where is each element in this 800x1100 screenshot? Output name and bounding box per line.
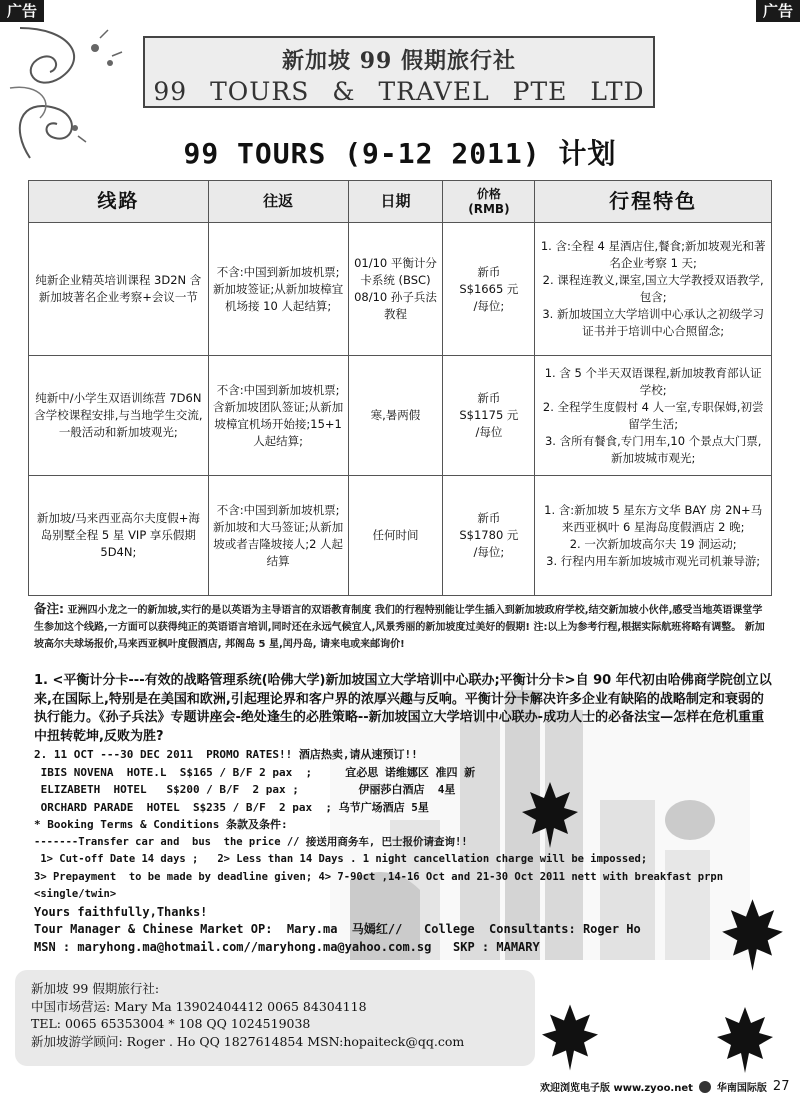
single-twin-line: <single/twin>	[34, 888, 117, 901]
maple-leaf-icon	[720, 895, 785, 975]
header-price	[443, 181, 535, 223]
header-price-unit: (RMB)	[468, 201, 510, 216]
header-features: 行程特色	[535, 181, 772, 223]
contact-consultant: 新加坡游学顾问: Roger . Ho QQ 1827614854 MSN:hopaiteck@qq.com	[31, 1033, 465, 1049]
price-currency: 新币	[477, 391, 501, 405]
price-per: /每位	[475, 425, 503, 439]
transfer-line: -------Transfer car and bus the price // 接送用商务车, 巴士报价请查询!!	[34, 835, 468, 848]
transport-cell: 不含:中国到新加坡机票;新加坡和大马签证;从新加坡或者吉隆坡接人;2 人起结算	[208, 476, 348, 596]
contact-tel: TEL: 0065 65353004 * 108 QQ 1024519038	[31, 1016, 311, 1031]
price-per: /每位;	[473, 545, 505, 559]
table-header-row	[29, 181, 772, 223]
hotel-rate-line: ELIZABETH HOTEL S$200 / B/F 2 pax ; 伊丽莎白酒店 4星	[34, 783, 456, 797]
price-per: /每位;	[473, 298, 505, 313]
promo-line: 2. 11 OCT ---30 DEC 2011 PROMO RATES!! 酒店热卖,请从速预订!!	[34, 748, 418, 762]
course-paragraph: 1. <平衡计分卡---有效的战略管理系统(哈佛大学)新加坡国立大学培训中心联办;平衡计分卡>自 90 年代初由哈佛商学院创立以来,在国际上,特别是在美国和欧洲,引起理论界和客户界的浓厚兴趣与反响。平衡计分卡解决许多企业有缺陷的战略制定和衰弱的执行能力。《孙子兵法》专题讲座会-绝处逢生的必胜策略--新加坡国立大学培训中心联办-成功人士的必备法宝—怎样在危机重重中扭转乾坤,反败为胜?	[34, 673, 772, 744]
plan-title: 99 TOURS (9-12 2011) 计划	[183, 137, 617, 170]
price-amount: S$1780 元	[459, 528, 519, 542]
header-route: 线路	[29, 181, 209, 223]
page-footer	[540, 1079, 790, 1094]
main-content	[34, 672, 774, 956]
price-amount: S$1175 元	[459, 408, 519, 422]
price-cell	[443, 476, 535, 596]
maple-leaf-icon	[540, 1000, 600, 1075]
footer-edition: 华南国际版	[716, 1083, 767, 1094]
features-cell: 1. 含:全程 4 星酒店住,餐食;新加坡观光和著名企业考察 1 天; 2. 课程连教义,课室,国立大学教授双语教学,包含; 3. 新加坡国立大学培训中心承认之初级学习证书并于培训中心合照留念;	[535, 223, 772, 356]
price-cell	[443, 223, 535, 356]
table-row	[29, 476, 772, 596]
date-cell: 寒,暑两假	[348, 356, 443, 476]
sign-off: Yours faithfully,Thanks!	[34, 904, 208, 919]
date-cell: 01/10 平衡计分卡系统 (BSC) 08/10 孙子兵法教程	[348, 223, 443, 356]
ad-label-left: 广告	[0, 0, 44, 22]
header-date: 日期	[348, 181, 443, 223]
header-price-label: 价格	[476, 186, 501, 201]
date-cell: 任何时间	[348, 476, 443, 596]
remarks-text: 亚洲四小龙之一的新加坡,实行的是以英语为主导语言的双语教育制度 我们的行程特别能让学生插入到新加坡政府学校,结交新加坡小伙伴,感受当地英语课堂学生参加这个线路,一方面可以获得纯正的英语语言培训,同时还在永远气候宜人,风景秀丽的新加坡度过美好的假期! 注:以上为参考行程,根据实际航班将略有调整。 新加坡高尔夫球场报价,马来西亚枫叶度假酒店, 邦阁岛 5 星,闰丹岛, 请来电或来邮询价!	[34, 605, 765, 650]
cutoff-line: 1> Cut-off Date 14 days ; 2> Less than 14 Days . 1 night cancellation charge will be impossed;	[34, 853, 648, 866]
transport-cell: 不含:中国到新加坡机票;含新加坡团队签证;从新加坡樟宜机场开始接;15+1 人起结算;	[208, 356, 348, 476]
route-cell: 纯新中/小学生双语训练营 7D6N 含学校课程安排,与当地学生交流,一般活动和新加坡观光;	[29, 356, 209, 476]
price-currency: 新币	[477, 511, 501, 525]
agency-header	[143, 36, 655, 108]
route-cell: 新加坡/马来西亚高尔夫度假+海岛别墅全程 5 星 VIP 享乐假期 5D4N;	[29, 476, 209, 596]
maple-leaf-icon	[700, 1005, 790, 1075]
ad-label-right: 广告	[756, 0, 800, 22]
features-cell: 1. 含 5 个半天双语课程,新加坡教育部认证学校; 2. 全程学生度假村 4 人一室,专职保姆,初尝留学生活; 3. 含所有餐食,专门用车,10 个景点大门票,新加坡城市观光;	[535, 356, 772, 476]
price-currency: 新币	[477, 264, 501, 279]
remarks	[34, 600, 772, 653]
hotel-rate-line: IBIS NOVENA HOTE.L S$165 / B/F 2 pax ; 宜必思 诺维娜区 准四 新	[34, 765, 476, 779]
table-row	[29, 356, 772, 476]
agency-name-en: 99 TOURS & TRAVEL PTE LTD	[153, 77, 645, 106]
contact-title: 新加坡 99 假期旅行社:	[31, 981, 160, 996]
prepay-line: 3> Prepayment to be made by deadline given; 4> 7-90ct ,14-16 Oct and 21-30 Oct 2011 nett with breakfast prpn	[34, 870, 724, 883]
hotel-rate-line: ORCHARD PARADE HOTEL S$235 / B/F 2 pax ; 乌节广场酒店 5星	[34, 800, 429, 814]
route-cell: 纯新企业精英培训课程 3D2N 含新加坡著名企业考察+会议一节	[29, 223, 209, 356]
terms-heading: * Booking Terms & Conditions 条款及条件:	[34, 818, 288, 832]
manager-line: Tour Manager & Chinese Market OP: Mary.ma 马嫣红// College Consultants: Roger Ho	[34, 922, 641, 937]
agency-name-cn: 新加坡 99 假期旅行社	[282, 48, 516, 74]
msn-line: MSN : maryhong.ma@hotmail.com//maryhong.ma@yahoo.com.sg SKP : MAMARY	[34, 939, 540, 954]
itinerary-table	[28, 180, 772, 596]
features-cell: 1. 含:新加坡 5 星东方文华 BAY 房 2N+马来西亚枫叶 6 星海岛度假酒店 2 晚; 2. 一次新加坡高尔夫 19 洞运动; 3. 行程内用车新加坡城市观光司机兼导游;	[535, 476, 772, 596]
contact-china-market: 中国市场营运: Mary Ma 13902404412 0065 84304118	[31, 998, 367, 1014]
maple-leaf-icon	[520, 780, 580, 850]
remarks-label: 备注:	[34, 601, 64, 616]
price-cell	[443, 356, 535, 476]
price-amount: S$1665 元	[459, 281, 519, 296]
footer-browse-text: 欢迎浏览电子版 www.zyoo.net	[540, 1083, 693, 1094]
page-number: 27	[772, 1079, 790, 1094]
header-transport: 往返	[208, 181, 348, 223]
edition-logo-icon	[699, 1081, 711, 1093]
table-row	[29, 223, 772, 356]
transport-cell: 不含:中国到新加坡机票;新加坡签证;从新加坡樟宜机场接 10 人起结算;	[208, 223, 348, 356]
contact-box	[15, 970, 535, 1066]
